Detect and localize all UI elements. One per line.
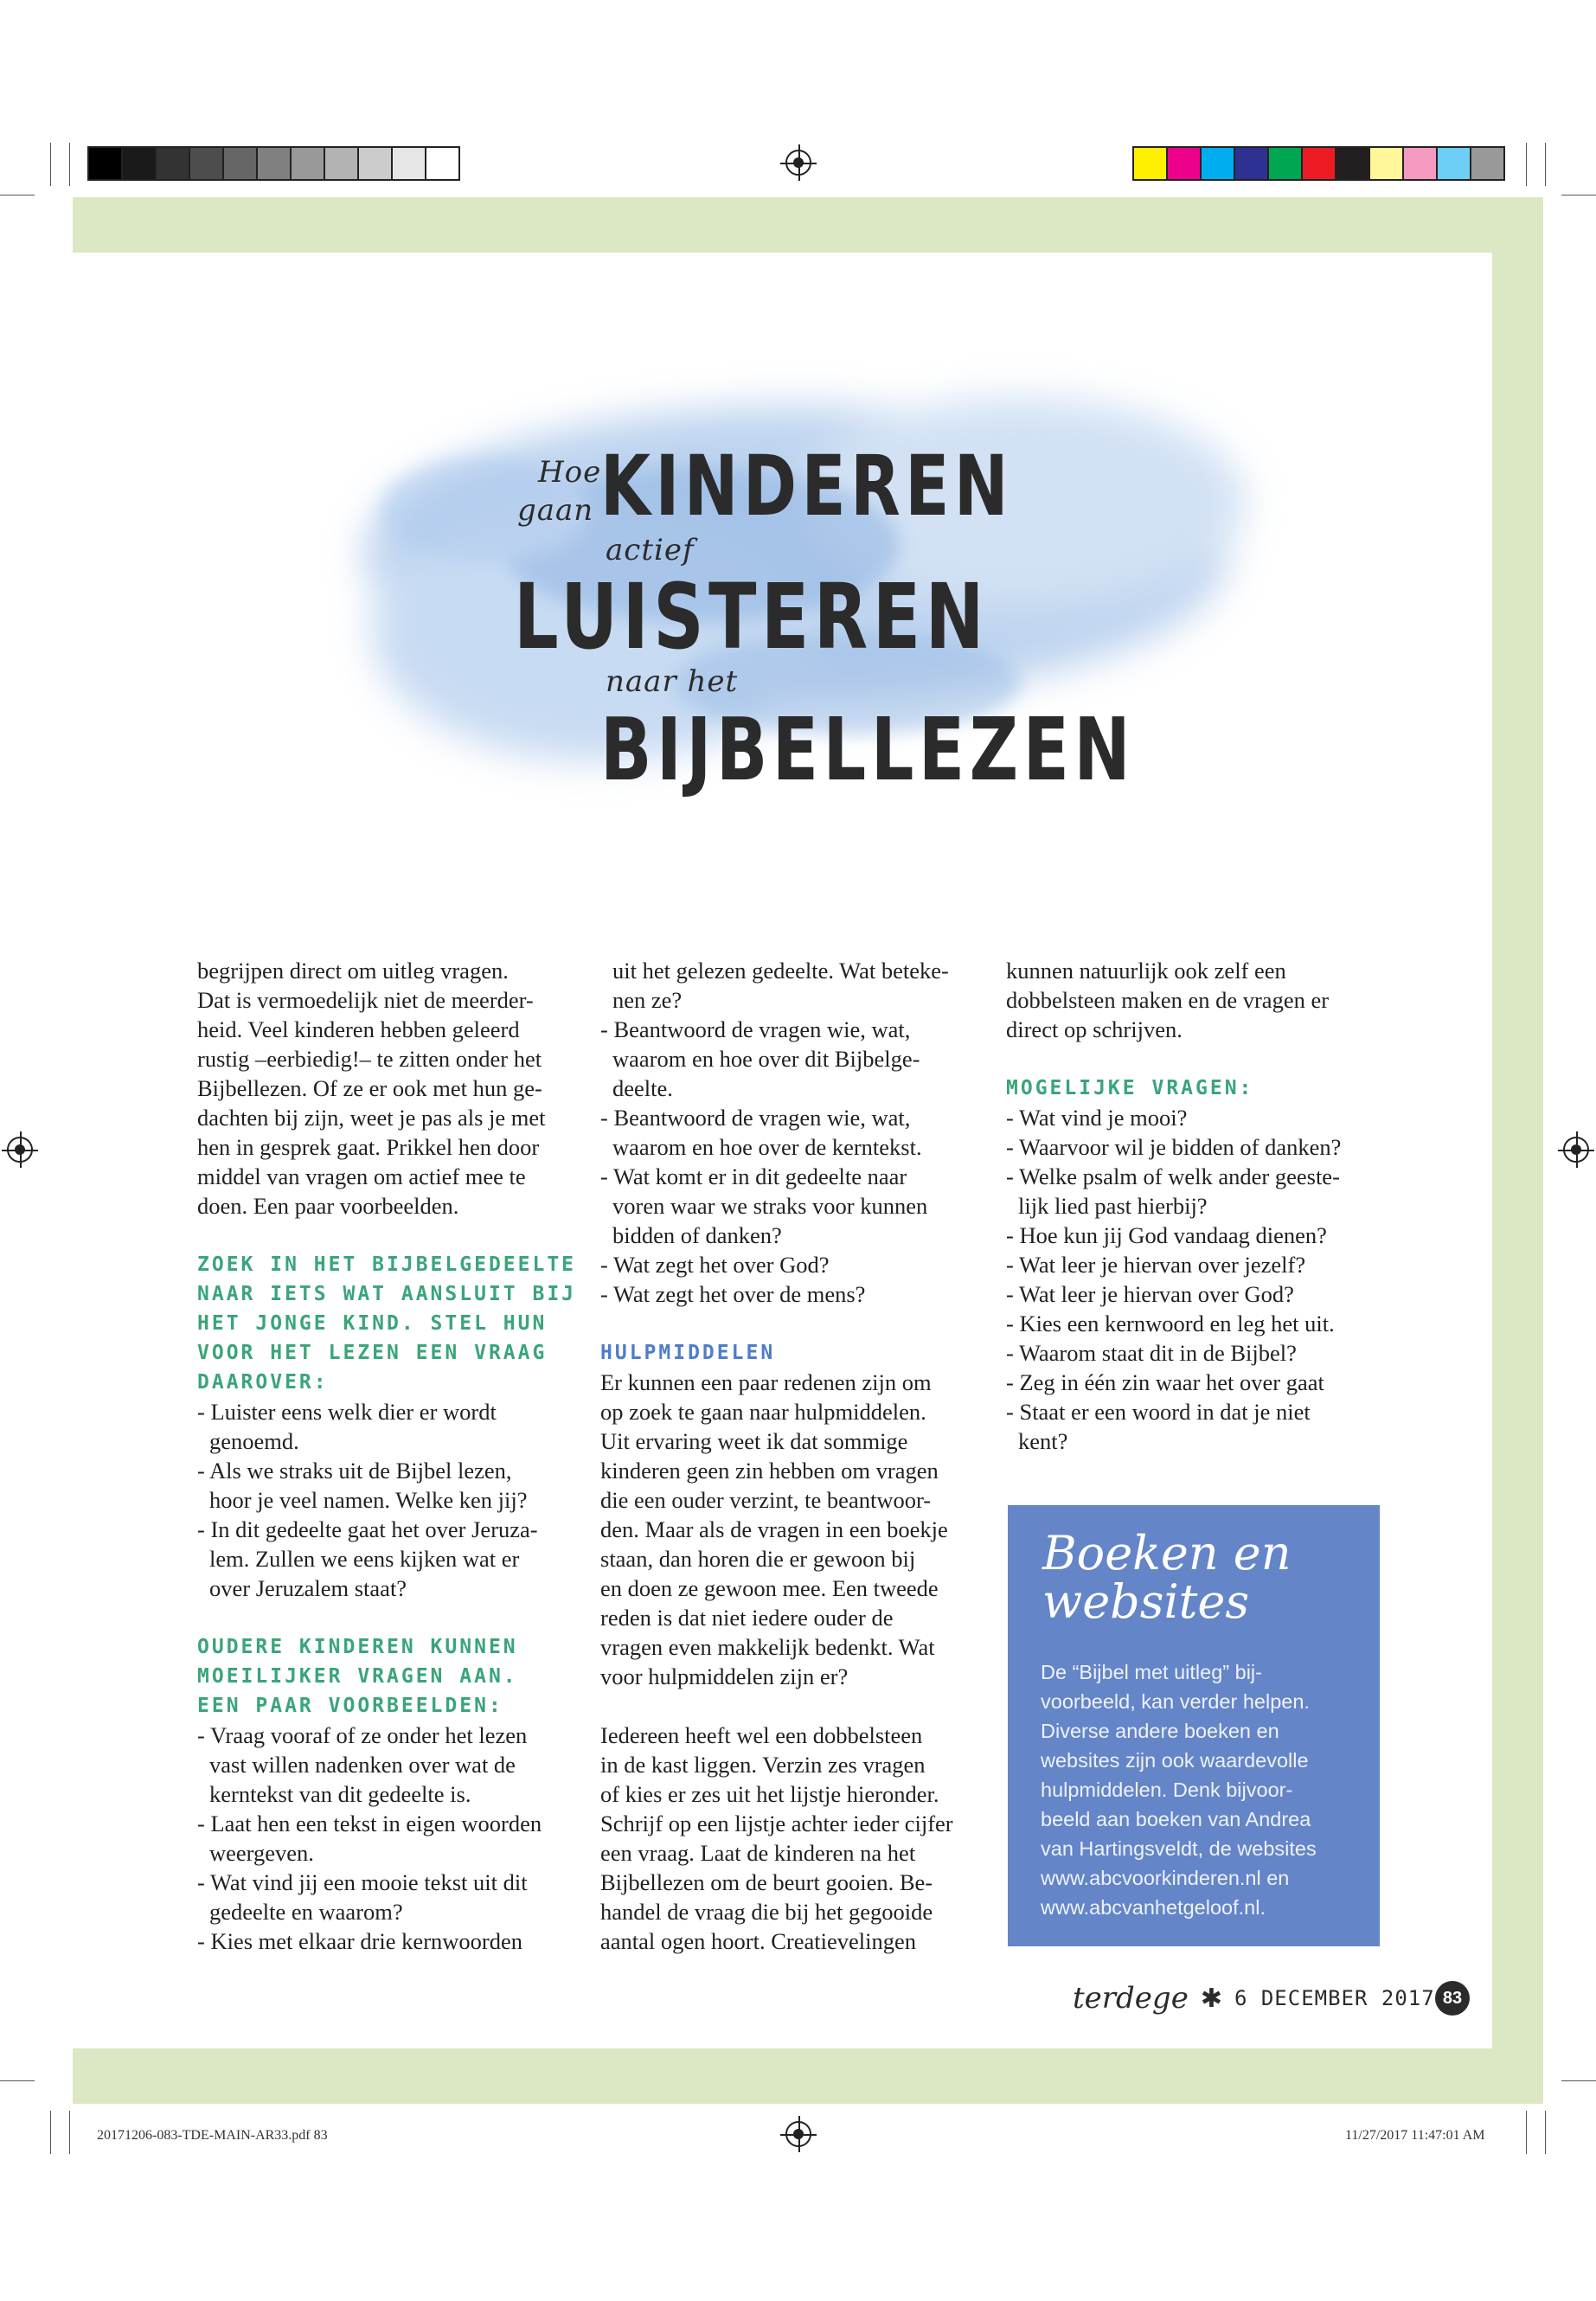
body-line: Uit ervaring weet ik dat sommige	[600, 1428, 908, 1454]
title-luisteren: LUISTEREN	[514, 564, 989, 670]
crop-mark	[50, 143, 51, 186]
grayscale-color-bar	[87, 146, 460, 181]
page-footer	[1073, 1981, 1435, 2016]
box-line: voorbeeld, kan verder helpen.	[1041, 1690, 1310, 1713]
crop-mark	[1526, 2111, 1527, 2154]
process-color-bar	[1132, 146, 1505, 181]
section-heading: ZOEK IN HET BIJBELGEDEELTE	[197, 1253, 577, 1276]
list-item: weergeven.	[209, 1840, 314, 1866]
box-line: van Hartingsveldt, de websites	[1041, 1837, 1317, 1860]
color-swatch	[1134, 148, 1168, 179]
color-swatch	[1471, 148, 1503, 179]
body-line: den. Maar als de vragen in een boekje	[600, 1516, 948, 1542]
section-heading: EEN PAAR VOORBEELDEN:	[197, 1695, 503, 1717]
crop-mark	[1545, 2111, 1546, 2154]
gray-swatch	[123, 148, 157, 179]
body-line: dachten bij zijn, weet je pas als je met	[197, 1105, 546, 1131]
body-line: en doen ze gewoon mee. Een tweede	[600, 1575, 939, 1601]
list-item: - Hoe kun jij God vandaag dienen?	[1006, 1222, 1327, 1248]
crop-mark	[1561, 2080, 1596, 2081]
list-item: voren waar we straks voor kunnen	[612, 1193, 928, 1219]
list-item: - Laat hen een tekst in eigen woorden	[197, 1811, 542, 1836]
crop-mark	[1526, 143, 1527, 186]
print-timestamp: 11/27/2017 11:47:01 AM	[1345, 2128, 1485, 2143]
list-item: - Wat zegt het over God?	[600, 1252, 830, 1278]
color-swatch	[1269, 148, 1303, 179]
box-line: Diverse andere boeken en	[1041, 1720, 1279, 1742]
section-heading: NAAR IETS WAT AANSLUIT BIJ	[197, 1283, 577, 1305]
title-naar-het: naar het	[606, 664, 739, 699]
print-filename: 20171206-083-TDE-MAIN-AR33.pdf 83	[97, 2128, 328, 2143]
title-actief: actief	[606, 533, 695, 567]
crop-mark	[0, 2080, 35, 2081]
list-item: kent?	[1018, 1428, 1068, 1454]
body-line: middel van vragen om actief mee te	[197, 1163, 526, 1189]
section-heading: DAAROVER:	[197, 1371, 329, 1394]
list-item: - Als we straks uit de Bijbel lezen,	[197, 1458, 512, 1484]
section-heading: MOEILIJKER VRAGEN AAN.	[197, 1665, 518, 1688]
gray-swatch	[393, 148, 426, 179]
body-line: hen in gesprek gaat. Prikkel hen door	[197, 1134, 540, 1160]
box-title	[1042, 1526, 1371, 1629]
list-item: - Beantwoord de vragen wie, wat,	[600, 1016, 911, 1042]
body-line: Bijbellezen. Of ze er ook met hun ge-	[197, 1075, 542, 1101]
body-line: Er kunnen een paar redenen zijn om	[600, 1369, 932, 1395]
body-line: aantal ogen hoort. Creatievelingen	[600, 1928, 916, 1954]
box-title-line: Boeken en	[1042, 1526, 1292, 1580]
column-3	[1006, 956, 1387, 1456]
issue-date: 6 DECEMBER 2017	[1234, 1986, 1435, 2010]
gray-swatch	[359, 148, 393, 179]
list-item: - Zeg in één zin waar het over gaat	[1006, 1369, 1324, 1395]
title-hoe: Hoe	[538, 455, 602, 490]
box-line: beeld aan boeken van Andrea	[1041, 1808, 1311, 1830]
list-item: genoemd.	[209, 1428, 299, 1454]
body-line: Dat is vermoedelijk niet de meerder-	[197, 987, 534, 1013]
body-line: in de kast liggen. Verzin zes vragen	[600, 1752, 926, 1778]
section-heading-mogelijke-vragen: MOGELIJKE VRAGEN:	[1006, 1077, 1254, 1099]
body-line: kinderen geen zin hebben om vragen	[600, 1458, 939, 1484]
list-item: bidden of danken?	[612, 1222, 782, 1248]
body-line: doen. Een paar voorbeelden.	[197, 1193, 459, 1219]
section-heading-hulpmiddelen: HULPMIDDELEN	[600, 1342, 776, 1364]
section-heading: VOOR HET LEZEN EEN VRAAG	[197, 1342, 548, 1364]
boeken-websites-box	[1008, 1505, 1380, 1946]
list-item: gedeelte en waarom?	[209, 1899, 403, 1925]
crop-mark	[1545, 143, 1546, 186]
gray-swatch	[224, 148, 258, 179]
registration-mark-icon	[785, 150, 811, 176]
asterisk-icon: ✱	[1200, 1984, 1222, 2013]
body-line: rustig –eerbiedig!– te zitten onder het	[197, 1046, 542, 1072]
list-item: - Wat zegt het over de mens?	[600, 1281, 866, 1307]
gray-swatch	[258, 148, 292, 179]
column-1	[197, 956, 578, 1956]
title-gaan: gaan	[517, 493, 594, 528]
color-swatch	[1404, 148, 1438, 179]
list-item: over Jeruzalem staat?	[209, 1575, 407, 1601]
list-item: - Welke psalm of welk ander geeste-	[1006, 1163, 1340, 1189]
gray-swatch	[157, 148, 190, 179]
body-line: op zoek te gaan naar hulpmiddelen.	[600, 1399, 926, 1425]
column-2	[600, 956, 981, 1956]
list-item: - Kies een kernwoord en leg het uit.	[1006, 1311, 1335, 1336]
list-item: - Waarvoor wil je bidden of danken?	[1006, 1134, 1342, 1160]
list-item: kerntekst van dit gedeelte is.	[209, 1781, 471, 1807]
body-line: Iedereen heeft wel een dobbelsteen	[600, 1722, 923, 1748]
page-number: 83	[1435, 1981, 1470, 2016]
body-line: dobbelsteen maken en de vragen er	[1006, 987, 1330, 1013]
gray-swatch	[292, 148, 325, 179]
body-line: vragen even makkelijk bedenkt. Wat	[600, 1634, 935, 1660]
list-item: - Wat vind je mooi?	[1006, 1105, 1188, 1131]
color-swatch	[1202, 148, 1235, 179]
color-swatch	[1370, 148, 1404, 179]
list-item: nen ze?	[612, 987, 683, 1013]
list-item: hoor je veel namen. Welke ken jij?	[209, 1487, 528, 1513]
list-item: uit het gelezen gedeelte. Wat beteke-	[612, 958, 949, 984]
body-line: begrijpen direct om uitleg vragen.	[197, 958, 509, 984]
list-item: - Wat vind jij een mooie tekst uit dit	[197, 1869, 528, 1895]
section-heading: OUDERE KINDEREN KUNNEN	[197, 1636, 518, 1658]
gray-swatch	[190, 148, 224, 179]
list-item: lijk lied past hierbij?	[1018, 1193, 1208, 1219]
body-line: een vraag. Laat de kinderen na het	[600, 1840, 916, 1866]
crop-mark	[69, 2111, 70, 2154]
list-item: deelte.	[612, 1075, 673, 1101]
list-item: waarom en hoe over dit Bijbelge-	[612, 1046, 920, 1072]
body-line: Schrijf op een lijstje achter ieder cijfer	[600, 1811, 953, 1836]
list-item: waarom en hoe over de kerntekst.	[612, 1134, 922, 1160]
list-item: - Beantwoord de vragen wie, wat,	[600, 1105, 911, 1131]
body-line: voor hulpmiddelen zijn er?	[600, 1663, 849, 1689]
list-item: - Wat leer je hiervan over jezelf?	[1006, 1252, 1306, 1278]
title-bijbellezen: BIJBELLEZEN	[600, 699, 1136, 800]
list-item: lem. Zullen we eens kijken wat er	[209, 1546, 520, 1572]
body-line: direct op schrijven.	[1006, 1016, 1183, 1042]
body-line: heid. Veel kinderen hebben geleerd	[197, 1016, 520, 1042]
registration-mark-icon	[7, 1137, 33, 1163]
body-line: of kies er zes uit het lijstje hieronder.	[600, 1781, 939, 1807]
registration-mark-icon	[1563, 1137, 1589, 1163]
box-line: websites zijn ook waardevolle	[1041, 1749, 1309, 1772]
body-line: staan, dan horen die er gewoon bij	[600, 1546, 916, 1572]
color-swatch	[1168, 148, 1202, 179]
list-item: - Kies met elkaar drie kernwoorden	[197, 1928, 522, 1954]
box-line: hulpmiddelen. Denk bijvoor-	[1041, 1779, 1293, 1801]
list-item: vast willen nadenken over wat de	[209, 1752, 516, 1778]
title-kinderen: KINDEREN	[600, 438, 1014, 535]
list-item: - In dit gedeelte gaat het over Jeruza-	[197, 1516, 538, 1542]
gray-swatch	[426, 148, 458, 179]
section-heading: HET JONGE KIND. STEL HUN	[197, 1312, 548, 1335]
crop-mark	[69, 143, 70, 186]
body-line: handel de vraag die bij het gegooide	[600, 1899, 933, 1925]
box-text	[1041, 1657, 1361, 1922]
gray-swatch	[325, 148, 359, 179]
box-line: De “Bijbel met uitleg” bij-	[1041, 1661, 1262, 1683]
body-line: kunnen natuurlijk ook zelf een	[1006, 958, 1286, 984]
body-line: reden is dat niet iedere ouder de	[600, 1605, 894, 1631]
color-swatch	[1235, 148, 1269, 179]
box-line: www.abcvoorkinderen.nl en	[1041, 1867, 1290, 1889]
gray-swatch	[89, 148, 123, 179]
list-item: - Wat leer je hiervan over God?	[1006, 1281, 1294, 1307]
color-swatch	[1303, 148, 1336, 179]
list-item: - Waarom staat dit in de Bijbel?	[1006, 1340, 1297, 1366]
color-swatch	[1336, 148, 1370, 179]
list-item: - Vraag vooraf of ze onder het lezen	[197, 1722, 528, 1748]
magazine-brand: terdege	[1073, 1981, 1189, 2016]
registration-mark-icon	[785, 2121, 811, 2147]
list-item: - Staat er een woord in dat je niet	[1006, 1399, 1311, 1425]
color-swatch	[1438, 148, 1471, 179]
body-line: Bijbellezen om de beurt gooien. Be-	[600, 1869, 933, 1895]
body-line: die een ouder verzint, te beantwoor-	[600, 1487, 932, 1513]
box-line: www.abcvanhetgeloof.nl.	[1041, 1896, 1266, 1919]
box-title-line: websites	[1042, 1574, 1250, 1629]
list-item: - Wat komt er in dit gedeelte naar	[600, 1163, 907, 1189]
crop-mark	[50, 2111, 51, 2154]
list-item: - Luister eens welk dier er wordt	[197, 1399, 497, 1425]
